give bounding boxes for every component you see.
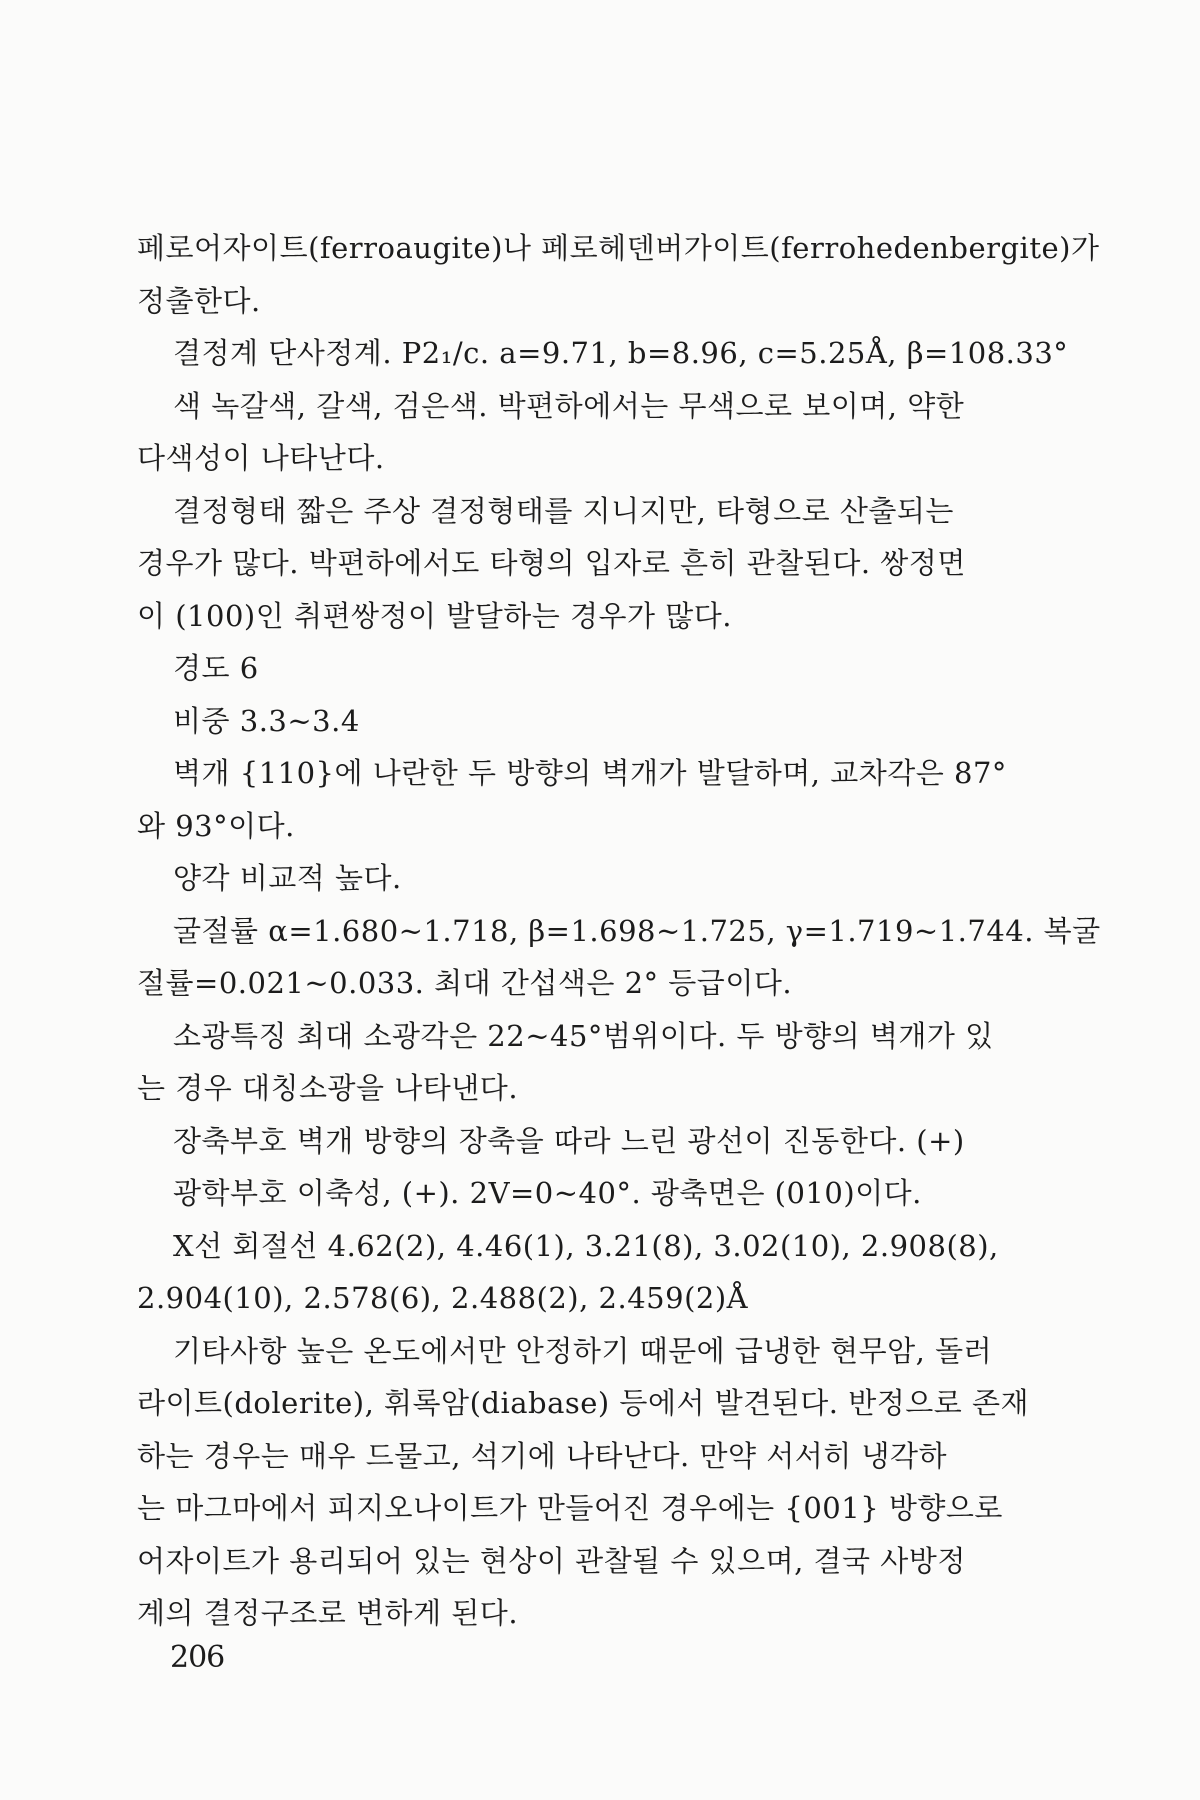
text-line: 색 녹갈색, 갈색, 검은색. 박편하에서는 무색으로 보이며, 약한 bbox=[173, 388, 965, 423]
text-line: 광학부호 이축성, (+). 2V=0~40°. 광축면은 (010)이다. bbox=[173, 1176, 922, 1210]
text-line: 소광특징 최대 소광각은 22~45°범위이다. 두 방향의 벽개가 있 bbox=[173, 1018, 994, 1053]
text-line: X선 회절선 4.62(2), 4.46(1), 3.21(8), 3.02(10), 2.908(8), bbox=[173, 1228, 999, 1263]
text-line: 이 (100)인 취편쌍정이 발달하는 경우가 많다. bbox=[137, 598, 733, 633]
body-text bbox=[137, 222, 1101, 1640]
text-line: 는 마그마에서 피지오나이트가 만들어진 경우에는 {001} 방향으로 bbox=[137, 1491, 1003, 1525]
text-line: 경도 6 bbox=[173, 651, 259, 685]
text-line: 다색성이 나타난다. bbox=[137, 441, 385, 475]
text-line: 기타사항 높은 온도에서만 안정하기 때문에 급냉한 현무암, 돌러 bbox=[173, 1333, 993, 1368]
text-line: 장축부호 벽개 방향의 장축을 따라 느린 광선이 진동한다. (+) bbox=[173, 1123, 965, 1158]
text-line: 2.904(10), 2.578(6), 2.488(2), 2.459(2)Å bbox=[137, 1281, 749, 1315]
text-line: 굴절률 α=1.680~1.718, β=1.698~1.725, γ=1.719~1.744. 복굴 bbox=[173, 913, 1101, 948]
text-line: 페로어자이트(ferroaugite)나 페로헤덴버가이트(ferrohedenbergite)가 bbox=[137, 231, 1100, 265]
text-line: 결정형태 짧은 주상 결정형태를 지니지만, 타형으로 산출되는 bbox=[173, 493, 954, 528]
text-line: 라이트(dolerite), 휘록암(diabase) 등에서 발견된다. 반정으로 존재 bbox=[137, 1386, 1029, 1420]
text-line: 는 경우 대칭소광을 나타낸다. bbox=[137, 1071, 519, 1105]
text-line: 계의 결정구조로 변하게 된다. bbox=[137, 1596, 519, 1630]
text-line: 비중 3.3~3.4 bbox=[173, 703, 360, 738]
text-line: 어자이트가 용리되어 있는 현상이 관찰될 수 있으며, 결국 사방정 bbox=[137, 1543, 966, 1578]
text-line: 양각 비교적 높다. bbox=[173, 861, 402, 895]
text-line: 와 93°이다. bbox=[137, 808, 295, 843]
text-line: 하는 경우는 매우 드물고, 석기에 나타난다. 만약 서서히 냉각하 bbox=[137, 1438, 948, 1473]
text-line: 벽개 {110}에 나란한 두 방향의 벽개가 발달하며, 교차각은 87° bbox=[173, 756, 1007, 790]
page-number: 206 bbox=[170, 1640, 225, 1675]
text-line: 경우가 많다. 박편하에서도 타형의 입자로 흔히 관찰된다. 쌍정면 bbox=[137, 546, 966, 580]
text-line: 절률=0.021~0.033. 최대 간섭색은 2° 등급이다. bbox=[137, 966, 793, 1000]
text-line: 결정계 단사정계. P2₁/c. a=9.71, b=8.96, c=5.25Å, β=108.33° bbox=[173, 336, 1069, 370]
text-line: 정출한다. bbox=[137, 283, 261, 318]
